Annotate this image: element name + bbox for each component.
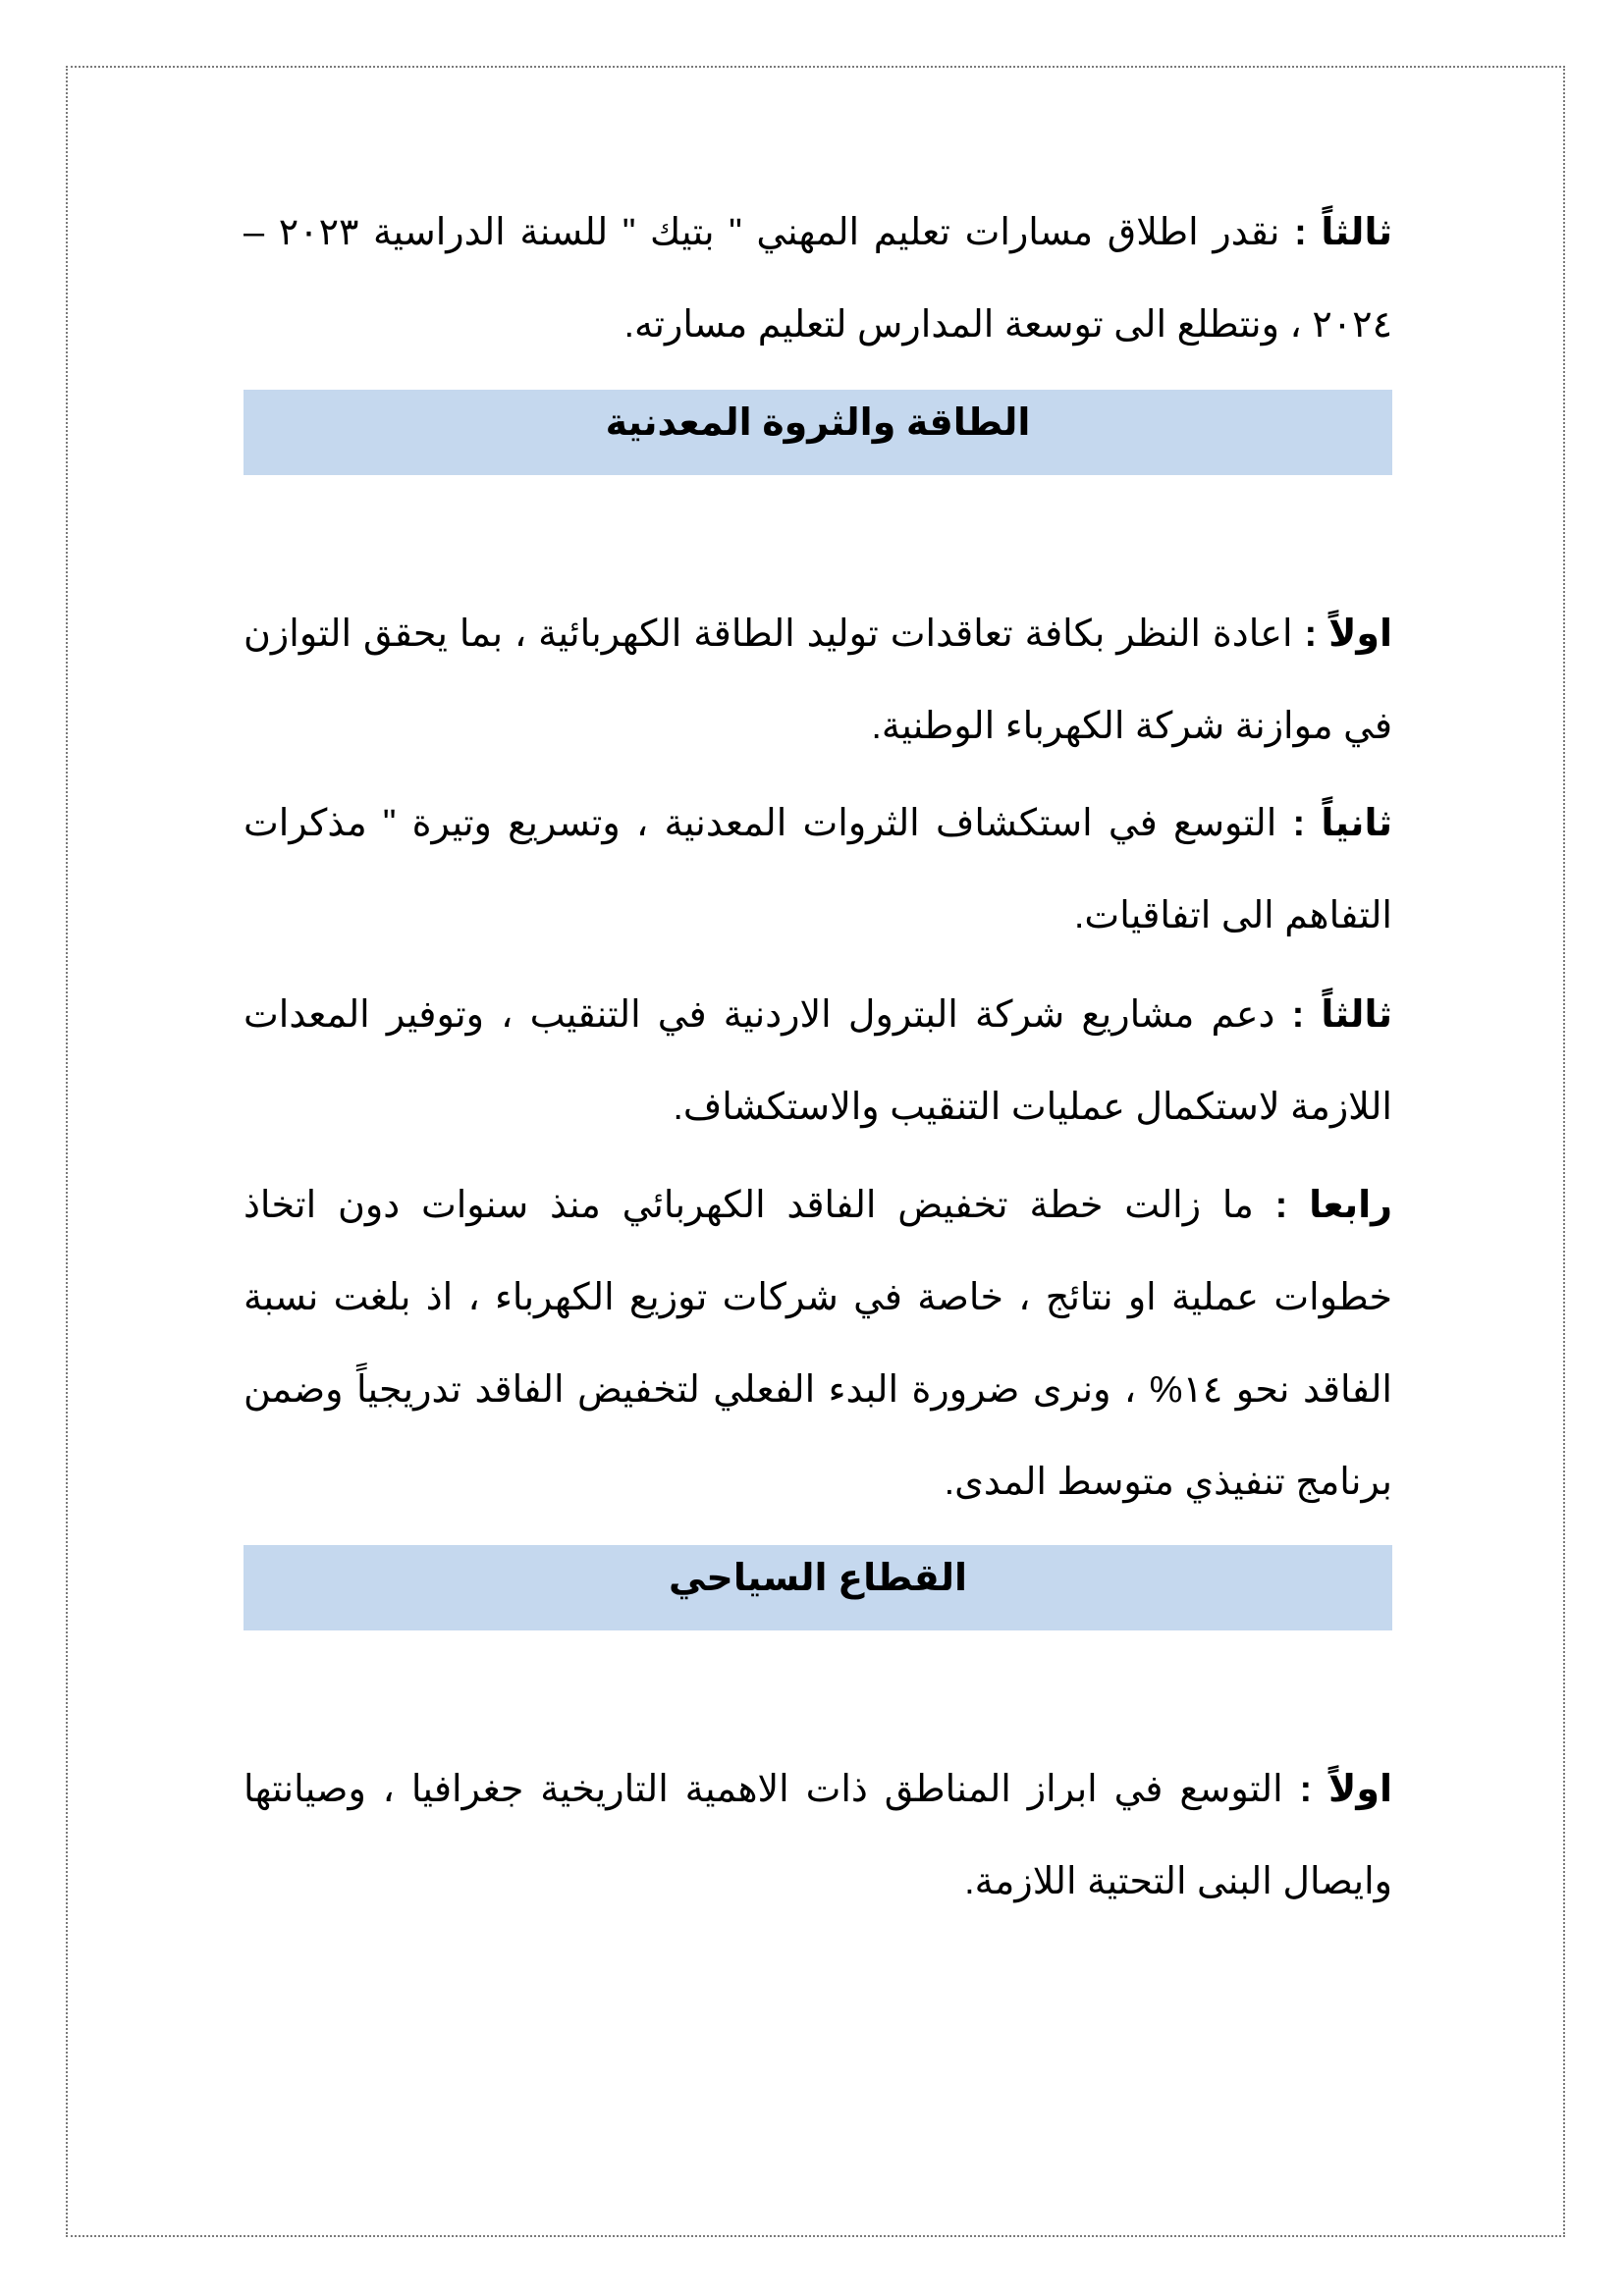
paragraph-text: ما زالت خطة تخفيض الفاقد الكهربائي منذ سنوات دون اتخاذ خطوات عملية او نتائج ، خاصة في شركات توزيع الكهرباء ، اذ بلغت نسبة الفاقد نحو ١٤% ، ونرى ضرورة البدء الفعلي لتخفيض الفاقد تدريجياً وضمن برنامج تنفيذي متوسط المدى. <box>244 1185 1392 1503</box>
paragraph-label: ثانياً : <box>1292 803 1392 844</box>
section-heading-text: الطاقة والثروة المعدنية <box>605 402 1031 444</box>
tourism-paragraph-first <box>244 1743 1392 1928</box>
paragraph-label: اولاً : <box>1304 614 1393 655</box>
paragraph-text: دعم مشاريع شركة البترول الاردنية في التنقيب ، وتوفير المعدات اللازمة لاستكمال عمليات التنقيب والاستكشاف. <box>244 994 1392 1128</box>
paragraph-text: التوسع في استكشاف الثروات المعدنية ، وتسريع وتيرة " مذكرات التفاهم الى اتفاقيات. <box>244 803 1392 936</box>
education-paragraph-third <box>244 187 1392 371</box>
paragraph-text: اعادة النظر بكافة تعاقدات توليد الطاقة الكهربائية ، بما يحقق التوازن في موازنة شركة الكهرباء الوطنية. <box>244 614 1392 747</box>
section-heading-energy <box>244 390 1392 475</box>
energy-paragraph-second <box>244 777 1392 962</box>
energy-paragraph-third <box>244 969 1392 1153</box>
paragraph-label: اولاً : <box>1299 1769 1392 1810</box>
paragraph-label: رابعا : <box>1274 1185 1392 1226</box>
paragraph-text: نقدر اطلاق مسارات تعليم المهني " بتيك " للسنة الدراسية ٢٠٢٣ – ٢٠٢٤ ، ونتطلع الى توسعة المدارس لتعليم مسارته. <box>244 212 1392 346</box>
energy-paragraph-first <box>244 588 1392 773</box>
energy-paragraph-fourth <box>244 1159 1392 1528</box>
paragraph-label: ثالثاً : <box>1294 212 1392 253</box>
section-heading-text: القطاع السياحي <box>668 1558 968 1599</box>
paragraph-label: ثالثاً : <box>1291 994 1392 1036</box>
paragraph-text: التوسع في ابراز المناطق ذات الاهمية التاريخية جغرافيا ، وصيانتها وايصال البنى التحتية اللازمة. <box>244 1769 1392 1902</box>
section-heading-tourism <box>244 1545 1392 1630</box>
